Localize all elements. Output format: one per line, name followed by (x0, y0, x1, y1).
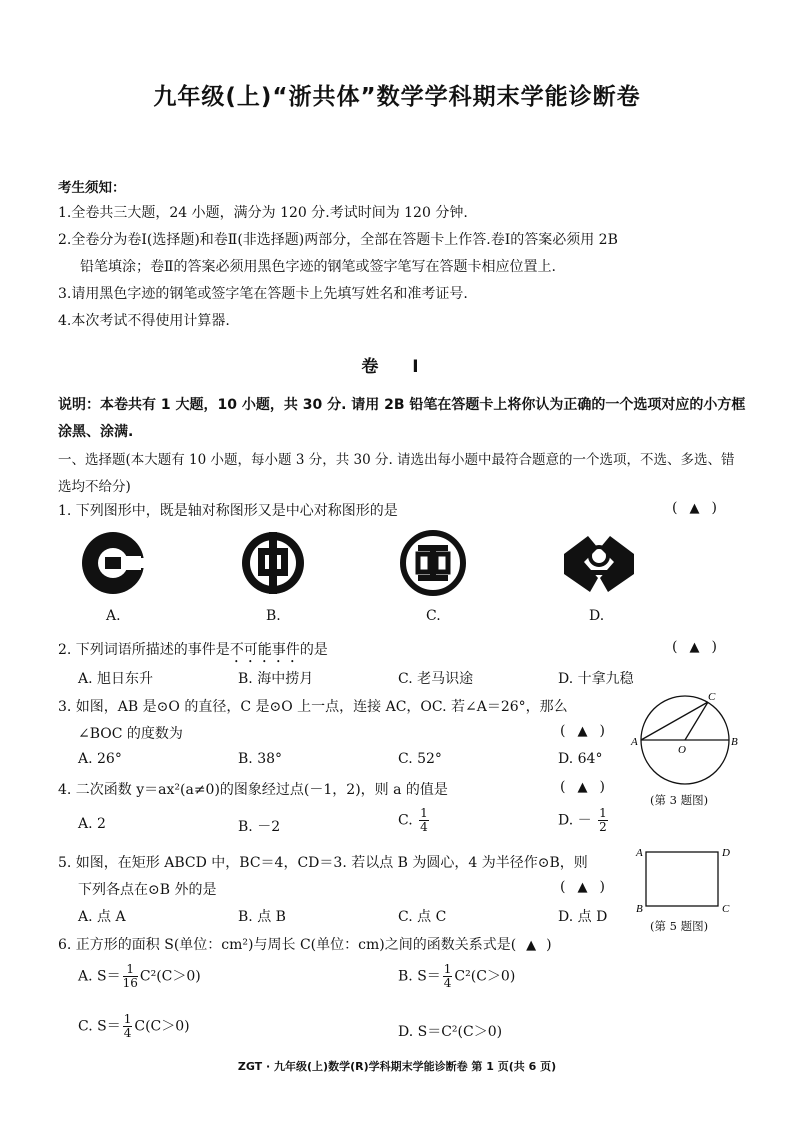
question-1-option-d: D. (589, 608, 605, 624)
question-3-caption: (第 3 题图) (650, 793, 709, 807)
question-3-option-c: C. 52° (398, 751, 442, 767)
label-o: O (678, 744, 686, 756)
question-5-option-b: B. 点 B (238, 909, 286, 925)
answer-blank: ( ▲ ) (672, 639, 717, 655)
question-2-option-d: D. 十拿九稳 (558, 671, 634, 687)
question-5-option-c: C. 点 C (398, 909, 447, 925)
answer-blank: ( ▲ ) (560, 723, 605, 739)
answer-blank: ( ▲ ) (560, 779, 605, 795)
section-explanation: 说明：本卷共有 1 大题，10 小题，共 30 分. 请用 2B 铅笔在答题卡上将你认为正确的一个选项对应的小方框涂黑、涂满. (58, 397, 746, 440)
label-c: C (708, 691, 716, 703)
question-3-figure (628, 690, 744, 790)
section-title: 卷 Ⅰ (361, 357, 433, 377)
question-2-stem: 2. 下列词语所描述的事件是不可能事件的是 (58, 642, 328, 658)
question-4-option-b: B. －2 (238, 819, 281, 835)
svg-text:A: A (636, 847, 643, 859)
label-b: B (731, 736, 738, 748)
question-5-figure (634, 842, 740, 916)
bank-logo-b (240, 530, 306, 596)
question-3-option-d: D. 64° (558, 751, 603, 767)
question-4-stem: 4. 二次函数 y＝ax²(a≠0)的图象经过点(－1，2)，则 a 的值是 (58, 782, 448, 798)
question-6-stem: 6. 正方形的面积 S(单位：cm²)与周长 C(单位：cm)之间的函数关系式是( ▲ ) (58, 937, 552, 953)
label-a: A (631, 736, 638, 748)
question-1-option-b: B. (266, 608, 281, 624)
question-5-option-a: A. 点 A (78, 909, 126, 925)
answer-blank: ( ▲ ) (560, 879, 605, 895)
question-2-option-a: A. 旭日东升 (78, 671, 154, 687)
question-6-option-b: B. S＝ $\frac{1}{4}$ C²(C＞0) (398, 962, 516, 990)
question-3-option-b: B. 38° (238, 751, 283, 767)
svg-text:D: D (722, 847, 730, 859)
notice-item: 1.全卷共三大题，24 小题，满分为 120 分.考试时间为 120 分钟. (58, 205, 468, 221)
page-footer: ZGT · 九年级(上)数学(R)学科期末学能诊断卷 第 1 页(共 6 页) (237, 1060, 557, 1073)
question-5-stem-cont: 下列各点在⊙B 外的是 (78, 882, 217, 898)
notice-item: 3.请用黑色字迹的钢笔或签字笔在答题卡上先填写姓名和准考证号. (58, 286, 468, 302)
bank-logo-d (560, 532, 638, 598)
question-6-option-d: D. S＝C²(C＞0) (398, 1024, 503, 1040)
question-1-stem: 1. 下列图形中，既是轴对称图形又是中心对称图形的是 (58, 503, 398, 519)
question-4-option-d: D. － $\frac{1}{2}$ (558, 806, 607, 834)
answer-blank: ( ▲ ) (672, 500, 717, 516)
question-5-option-d: D. 点 D (558, 909, 608, 925)
question-4-option-a: A. 2 (78, 816, 106, 832)
question-1-option-a: A. (106, 608, 121, 624)
question-3-stem-cont: ∠BOC 的度数为 (78, 726, 183, 742)
question-4-option-c: C. $\frac{1}{4}$ (398, 806, 428, 834)
svg-text:C: C (722, 903, 730, 915)
question-3-option-a: A. 26° (78, 751, 122, 767)
bank-logo-a (80, 530, 146, 596)
question-2-option-c: C. 老马识途 (398, 671, 474, 687)
notice-heading: 考生须知： (58, 180, 126, 196)
question-6-option-a: A. S＝ $\frac{1}{16}$ C²(C＞0) (78, 962, 201, 990)
notice-item: 2.全卷分为卷Ⅰ(选择题)和卷Ⅱ(非选择题)两部分，全部在答题卡上作答.卷Ⅰ的答案必须用 2B (58, 232, 618, 248)
question-3-stem: 3. 如图，AB 是⊙O 的直径，C 是⊙O 上一点，连接 AC，OC. 若∠A＝26°，那么 (58, 699, 568, 715)
question-5-caption: (第 5 题图) (650, 919, 709, 933)
bank-logo-c (400, 530, 466, 596)
question-5-stem: 5. 如图，在矩形 ABCD 中，BC＝4，CD＝3. 若以点 B 为圆心，4 为半径作⊙B，则 (58, 855, 588, 871)
question-2-option-b: B. 海中捞月 (238, 671, 314, 687)
notice-item: 铅笔填涂；卷Ⅱ的答案必须用黑色字迹的钢笔或签字笔写在答题卡相应位置上. (80, 259, 556, 275)
svg-text:B: B (636, 903, 643, 915)
page-title: 九年级(上)“浙共体”数学学科期末学能诊断卷 (153, 84, 641, 110)
question-6-option-c: C. S＝ $\frac{1}{4}$ C(C＞0) (78, 1012, 190, 1040)
question-1-option-c: C. (426, 608, 441, 624)
part-one-heading: 一、选择题(本大题有 10 小题，每小题 3 分，共 30 分. 请选出每小题中最符合题意的一个选项，不选、多选、错选均不给分) (58, 452, 735, 495)
notice-item: 4.本次考试不得使用计算器. (58, 313, 230, 329)
